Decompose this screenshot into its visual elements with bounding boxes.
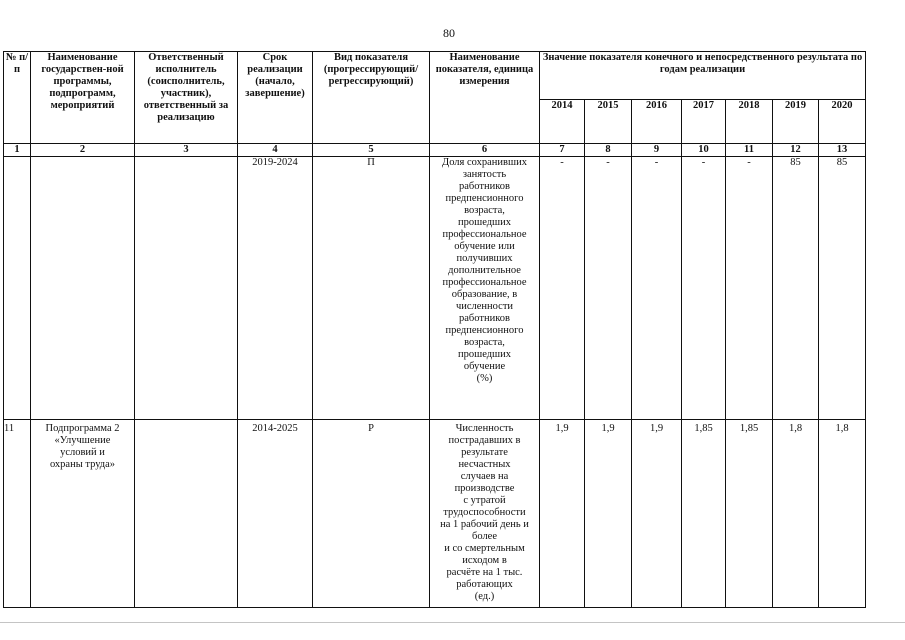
column-number: 8 [585,144,632,157]
indicator-line: случаев на [460,471,509,482]
row-name [31,157,135,420]
row-number: 11 [4,420,31,608]
row-value: 1,8 [819,420,866,608]
indicator-line: исходом в [462,555,507,566]
header-year: 2019 [773,100,819,144]
row-value: - [632,157,682,420]
name-line: условий и [60,447,105,458]
column-number: 5 [313,144,430,157]
row-value: 1,9 [632,420,682,608]
row-period: 2014-2025 [238,420,313,608]
indicators-table [3,51,866,608]
header-year: 2020 [819,100,866,144]
indicator-line: Численность [455,423,514,434]
indicator-line: пострадавших в [448,435,521,446]
row-value: 1,8 [773,420,819,608]
table-row [4,157,866,420]
row-value: 1,9 [585,420,632,608]
row-value: - [682,157,726,420]
column-number: 2 [31,144,135,157]
indicator-line: с утратой [463,495,506,506]
column-number: 11 [726,144,773,157]
header-year: 2015 [585,100,632,144]
indicator-line: на 1 рабочий день и [440,519,529,530]
header-year: 2014 [540,100,585,144]
header-values-group: Значение показателя конечного и непосредственного результата по годам реализации [540,52,866,100]
indicator-line: работающих [456,579,513,590]
page-number: 80 [443,26,455,40]
row-value: 1,85 [726,420,773,608]
header-year: 2017 [682,100,726,144]
indicator-line: производстве [454,483,515,494]
indicator-line: обучение или [454,241,515,252]
header-col-kind: Вид показателя (прогрессирующий/ регрессирующий) [313,52,430,144]
indicator-line: (%) [476,373,493,384]
indicator-line: (ед.) [474,591,495,602]
row-value: 85 [819,157,866,420]
indicator-line: предпенсионного [445,325,524,336]
row-name [31,420,135,608]
row-value: - [540,157,585,420]
row-number [4,157,31,420]
column-number: 1 [4,144,31,157]
scan-edge-line [0,622,905,623]
column-number: 10 [682,144,726,157]
header-year: 2016 [632,100,682,144]
column-number: 7 [540,144,585,157]
indicator-line: работников [459,313,510,324]
row-indicator [430,420,540,608]
indicator-line: прошедших [457,349,512,360]
header-col-period: Срок реализации (начало, завершение) [238,52,313,144]
indicator-line: прошедших [457,217,512,228]
indicator-line: работников [459,181,510,192]
header-year: 2018 [726,100,773,144]
indicator-line: и со смертельным [444,543,525,554]
indicator-line: предпенсионного [445,193,524,204]
indicator-line: дополнительное [448,265,521,276]
row-value: 1,9 [540,420,585,608]
row-value: - [585,157,632,420]
row-indicator [430,157,540,420]
column-number: 3 [135,144,238,157]
indicator-line: профессиональное [442,277,527,288]
header-col-name: Наименование государствен-ной программы, подпрограмм, мероприятий [31,52,135,144]
row-executor [135,420,238,608]
row-kind: Р [313,420,430,608]
indicator-line: образование, в [451,289,518,300]
indicator-line: численности [455,301,514,312]
row-period: 2019-2024 [238,157,313,420]
row-value: - [726,157,773,420]
row-executor [135,157,238,420]
indicator-line: профессиональное [442,229,527,240]
header-col-executor: Ответственный исполнитель (соисполнитель, участник), ответственный за реализацию [135,52,238,144]
column-number: 4 [238,144,313,157]
header-col-indicator: Наименование показателя, единица измерения [430,52,540,144]
name-line: Подпрограмма 2 [45,423,120,434]
indicator-line: обучение [463,361,506,372]
indicator-line: возраста, [464,337,505,348]
indicator-line: возраста, [464,205,505,216]
row-kind: П [313,157,430,420]
name-line: охраны труда» [49,459,116,470]
indicator-line: занятость [462,169,507,180]
column-number: 6 [430,144,540,157]
header-col-number: № п/п [4,52,31,144]
row-value: 85 [773,157,819,420]
column-number: 9 [632,144,682,157]
table-row [4,420,866,608]
indicator-line: трудоспособности [443,507,526,518]
name-line: «Улучшение [54,435,111,446]
column-number: 13 [819,144,866,157]
indicator-line: Доля сохранивших [442,157,527,168]
indicator-line: расчёте на 1 тыс. [446,567,523,578]
indicator-line: более [471,531,497,542]
indicator-line: получивших [456,253,513,264]
column-number: 12 [773,144,819,157]
indicator-line: результате [461,447,508,458]
indicator-line: несчастных [458,459,511,470]
row-value: 1,85 [682,420,726,608]
